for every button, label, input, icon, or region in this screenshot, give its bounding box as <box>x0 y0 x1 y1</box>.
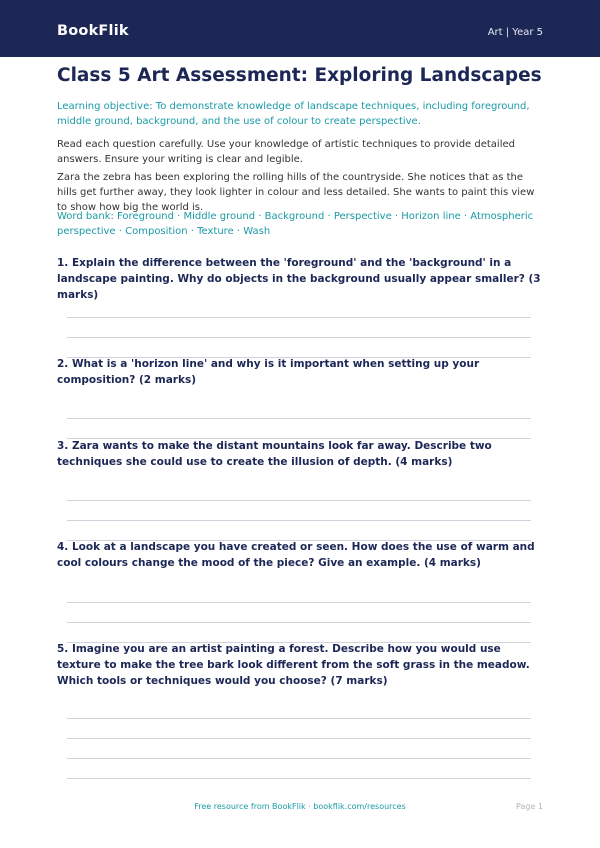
answer-line[interactable] <box>67 500 531 501</box>
page-header <box>0 0 600 57</box>
answer-line[interactable] <box>67 758 531 759</box>
question-2: 2. What is a 'horizon line' and why is it important when setting up your composition? (2 marks) <box>57 358 480 386</box>
answer-line[interactable] <box>67 337 531 338</box>
footer-resource-link[interactable]: Free resource from BookFlik · bookflik.com/resources <box>194 802 406 811</box>
question-1: 1. Explain the difference between the 'foreground' and the 'background' in a landscape painting. Why do objects in the background usually appear smaller? (3 marks) <box>57 257 541 301</box>
brand-logo: BookFlik <box>57 23 129 39</box>
instructions: Read each question carefully. Use your knowledge of artistic techniques to provide detailed answers. Ensure your writing is clear and legible. <box>57 139 515 165</box>
question-4: 4. Look at a landscape you have created or seen. How does the use of warm and cool colours change the mood of the piece? Give an example. (4 marks) <box>57 541 535 569</box>
page-title: Class 5 Art Assessment: Exploring Landscapes <box>57 65 542 86</box>
question-5: 5. Imagine you are an artist painting a forest. Describe how you would use texture to make the tree bark look different from the soft grass in the meadow. Which tools or techniques would you choose? (7 marks) <box>57 643 530 687</box>
question-3: 3. Zara wants to make the distant mountains look far away. Describe two techniques she could use to create the illusion of depth. (4 marks) <box>57 440 492 468</box>
answer-line[interactable] <box>67 718 531 719</box>
answer-line[interactable] <box>67 778 531 779</box>
answer-line[interactable] <box>67 317 531 318</box>
answer-line[interactable] <box>67 738 531 739</box>
learning-objective: Learning objective: To demonstrate knowledge of landscape techniques, including foreground, middle ground, background, and the use of colour to create perspective. <box>57 101 530 127</box>
word-bank: Word bank: Foreground · Middle ground · Background · Perspective · Horizon line · Atmospheric perspective · Composition · Texture · Wash <box>57 211 534 237</box>
answer-line[interactable] <box>67 520 531 521</box>
story-paragraph: Zara the zebra has been exploring the rolling hills of the countryside. She notices that as the hills get further away, they look lighter in colour and less detailed. She wants to paint this view to show how big the world is. <box>57 172 535 213</box>
answer-line[interactable] <box>67 622 531 623</box>
subject-year-label: Art | Year 5 <box>487 27 543 38</box>
answer-line[interactable] <box>67 418 531 419</box>
page-number: Page 1 <box>516 802 543 811</box>
answer-line[interactable] <box>67 602 531 603</box>
